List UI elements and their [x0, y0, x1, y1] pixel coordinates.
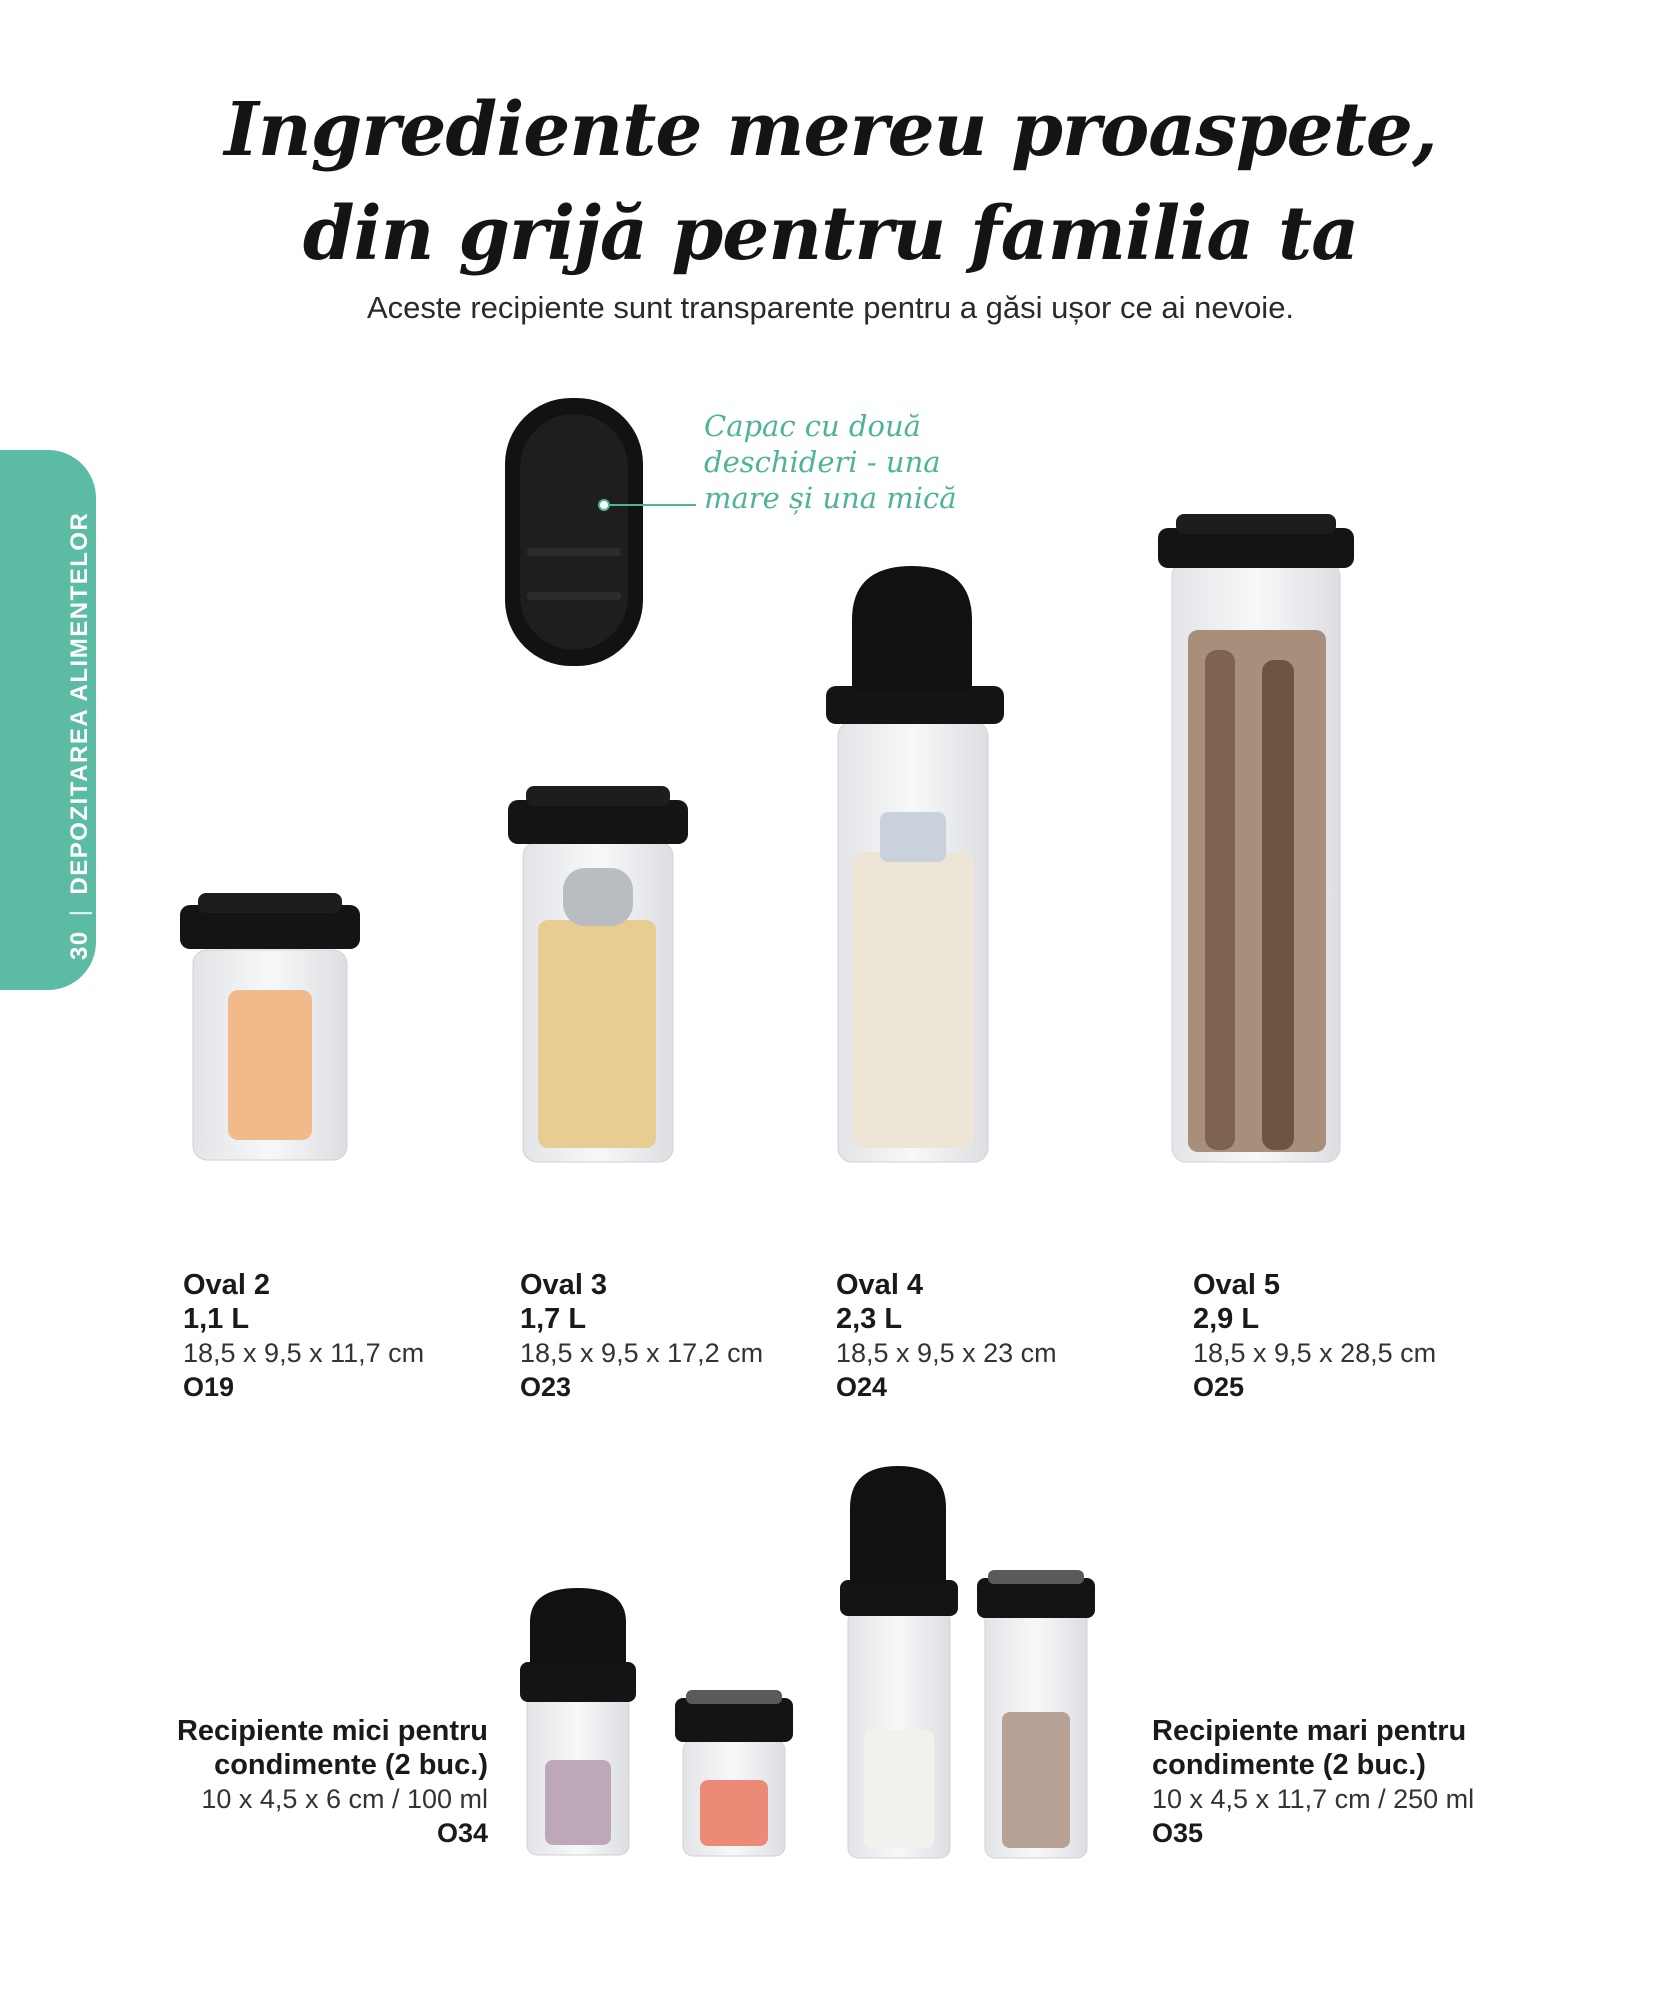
small-spice-container-2: [675, 1690, 793, 1856]
product-dimensions: 18,5 x 9,5 x 11,7 cm: [183, 1338, 425, 1368]
product-volume: 1,1 L: [183, 1303, 250, 1335]
product-dimensions: 18,5 x 9,5 x 23 cm: [836, 1338, 1057, 1368]
oval-2-container: [180, 893, 360, 1160]
product-oval-5: [1193, 1268, 1436, 1404]
product-name: Oval 2: [183, 1269, 271, 1301]
product-code: O34: [436, 1818, 488, 1848]
product-dimensions: 18,5 x 9,5 x 28,5 cm: [1193, 1338, 1437, 1368]
callout-line-2: deschideri - una: [704, 445, 941, 479]
oval-3-container: [508, 786, 688, 1162]
product-large-spice: [1152, 1714, 1552, 1850]
title-line-1: Ingrediente mereu proaspete,: [224, 87, 1437, 173]
oval-5-container: [1158, 514, 1354, 1162]
product-volume: 1,7 L: [520, 1303, 587, 1335]
lid-callout: [704, 408, 994, 516]
page-number: 30: [66, 930, 93, 960]
product-name: Oval 3: [520, 1269, 608, 1301]
section-name: DEPOZITAREA ALIMENTELOR: [66, 511, 93, 895]
product-oval-2: [183, 1268, 424, 1404]
product-code: O35: [1152, 1818, 1204, 1848]
product-volume: 2,9 L: [1193, 1303, 1260, 1335]
callout-line-1: Capac cu două: [704, 409, 921, 443]
large-spice-container-1: [840, 1466, 958, 1858]
product-small-spice: [120, 1714, 488, 1850]
product-dimensions: 18,5 x 9,5 x 17,2 cm: [520, 1338, 764, 1368]
product-name: Oval 4: [836, 1269, 924, 1301]
product-name-line-2: condimente (2 buc.): [1152, 1749, 1426, 1781]
product-name-line-1: Recipiente mici pentru: [176, 1715, 488, 1747]
oval-4-container: [826, 566, 1004, 1162]
product-name-line-2: condimente (2 buc.): [214, 1749, 488, 1781]
page-subtitle: Aceste recipiente sunt transparente pentru a găsi ușor ce ai nevoie.: [366, 290, 1295, 325]
large-spice-container-2: [977, 1570, 1095, 1858]
product-code: O25: [1193, 1372, 1245, 1402]
lid-top-view: [505, 398, 643, 666]
callout-pointer-dot: [598, 499, 610, 511]
product-name: Oval 5: [1193, 1269, 1281, 1301]
product-dimensions: 10 x 4,5 x 11,7 cm / 250 ml: [1152, 1784, 1475, 1814]
callout-line-3: mare și una mică: [704, 481, 957, 515]
title-line-2: din grijă pentru familia ta: [302, 191, 1359, 277]
product-oval-3: [520, 1268, 763, 1404]
side-tab-label: 30|DEPOZITAREA ALIMENTELOR: [66, 511, 93, 960]
product-code: O23: [520, 1372, 572, 1402]
small-spice-container-1: [520, 1588, 636, 1855]
product-code: O24: [836, 1372, 888, 1402]
product-oval-4: [836, 1268, 1057, 1404]
product-name-line-1: Recipiente mari pentru: [1152, 1715, 1467, 1747]
product-volume: 2,3 L: [836, 1303, 903, 1335]
callout-pointer-line: [604, 504, 696, 506]
product-dimensions: 10 x 4,5 x 6 cm / 100 ml: [201, 1784, 488, 1814]
product-code: O19: [183, 1372, 235, 1402]
